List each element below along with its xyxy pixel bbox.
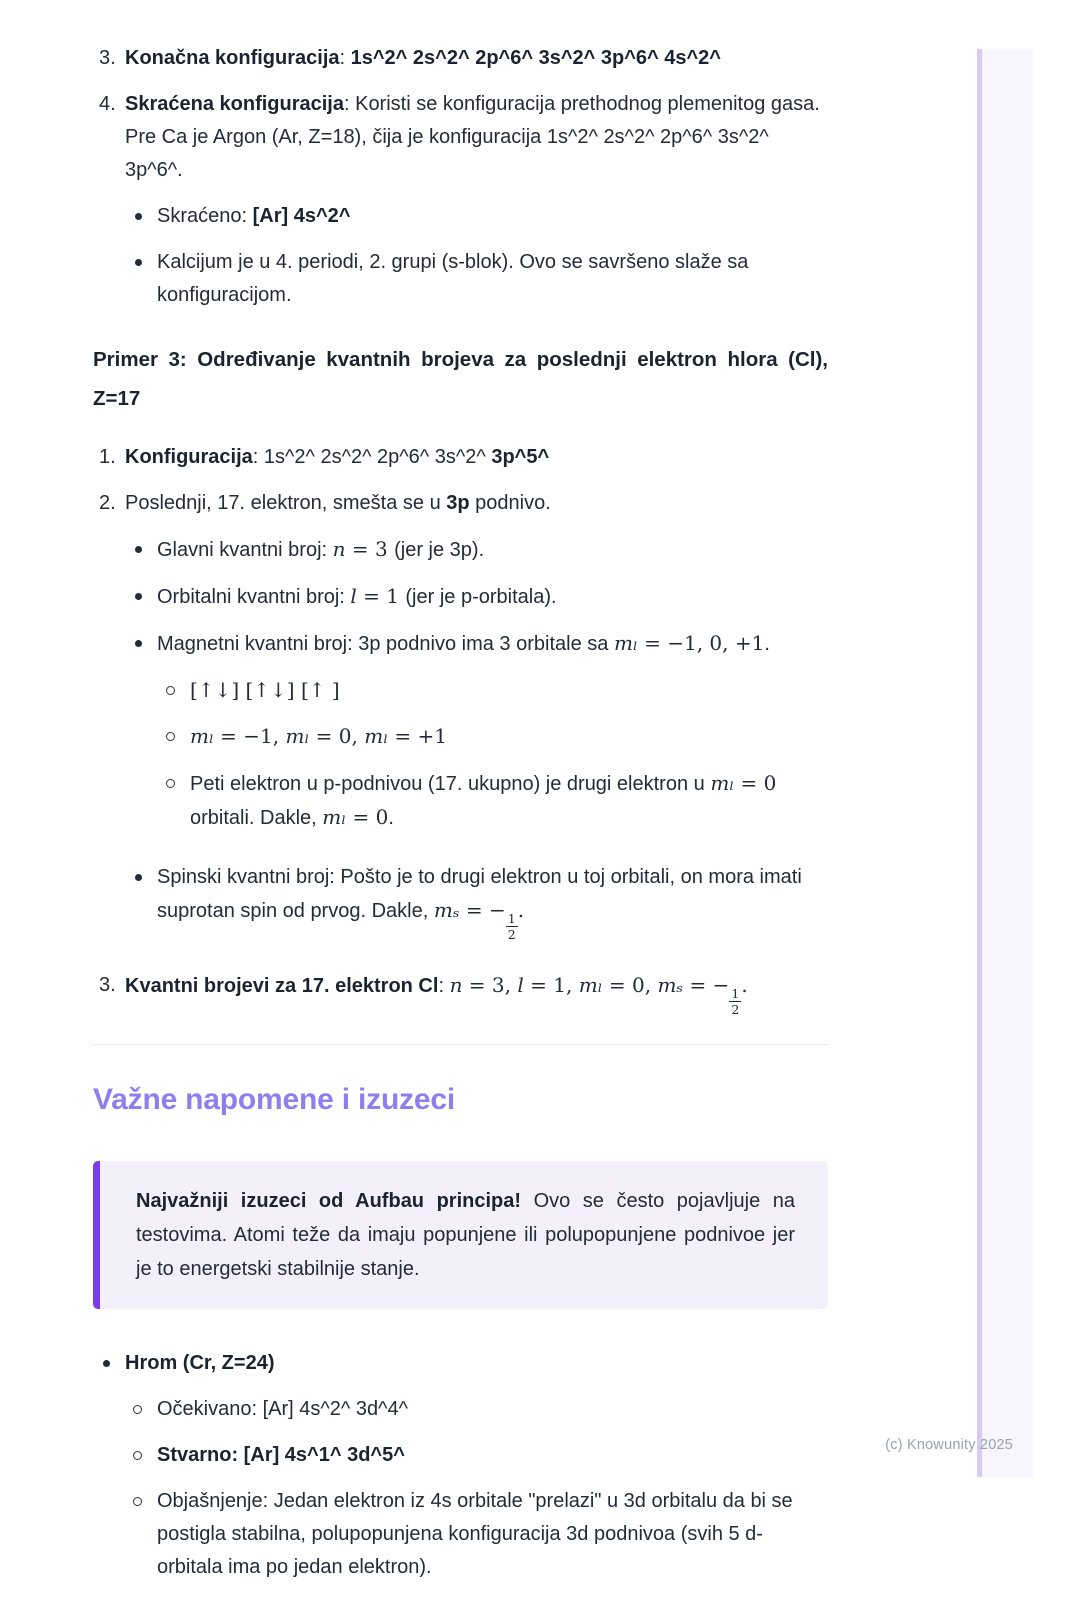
text-segment: : Koristi se konfiguracija prethodnog plemenitog gasa. Pre Ca je Argon (Ar, Z=18), čija je konfiguracija 1s^2^ 2s^2^ 2p^6^ 3s^2^ 3p^6^. [125, 93, 820, 181]
text-segment: podnivo. [469, 491, 551, 514]
list-item [125, 1393, 828, 1426]
bullet-circle-icon [166, 767, 190, 788]
list-item [93, 487, 828, 956]
sub-bullet-list [125, 533, 828, 943]
bold-term: Konfiguracija [125, 445, 253, 468]
callout-text: Ovo se često pojavljuje na testovima. Atomi teže da imaju popunjene ili polupopunjene podnivoe jer je to energetski stabilnije stanje. [136, 1189, 795, 1280]
config-steps-list [93, 42, 828, 325]
math-expression: = − [683, 972, 730, 997]
math-expression: . [741, 972, 748, 997]
fraction-numerator: 1 [507, 910, 516, 926]
list-number: 2. [99, 491, 116, 514]
bullet-dot-icon [135, 200, 157, 220]
math-variable: mₗ [364, 723, 389, 748]
list-item-text [125, 88, 828, 325]
list-item [125, 627, 828, 848]
math-expression: = 0, [309, 723, 365, 748]
text-segment: Glavni kvantni broj: [157, 538, 333, 561]
config-string: 3p^5^ [491, 445, 550, 468]
list-item-text [157, 1485, 828, 1584]
text-segment: Očekivano: [Ar] 4s^2^ 3d^4^ [157, 1397, 408, 1420]
quantum-steps-list [93, 441, 828, 1018]
list-item [93, 969, 828, 1018]
list-number: 4. [99, 93, 116, 115]
math-variable: mₗ [578, 972, 603, 997]
bullet-dot-icon [135, 533, 157, 553]
bold-term: Kvantni brojevi za 17. elektron Cl [125, 974, 439, 997]
list-number: 3. [99, 47, 116, 69]
bold-term: Stvarno: [Ar] 4s^1^ 3d^5^ [157, 1443, 405, 1466]
list-item [125, 533, 828, 567]
math-variable: mₗ [322, 804, 347, 829]
note-content [93, 0, 828, 1610]
text-segment: : [339, 47, 351, 69]
text-segment: orbitali. Dakle, [190, 806, 323, 829]
orbital-boxes: [↑↓] [↑↓] [↑ ] [190, 677, 340, 702]
copyright-text: (c) Knowunity 2025 [885, 1437, 1013, 1453]
math-expression: = 0, [602, 972, 658, 997]
list-item-text [157, 1439, 828, 1472]
text-segment: Poslednji, 17. elektron, smešta se u [125, 491, 447, 514]
math-expression: = +1 [388, 723, 448, 748]
orbital-detail-list [157, 674, 828, 835]
list-item-text [157, 627, 828, 848]
list-item [93, 88, 828, 325]
list-item [157, 720, 828, 754]
config-string: 1s^2^ 2s^2^ 2p^6^ 3s^2^ 3p^6^ 4s^2^ [350, 47, 721, 69]
bullet-circle-icon [166, 674, 190, 695]
bullet-dot-icon [135, 246, 157, 266]
math-expression: = 1, [523, 972, 579, 997]
fraction-numerator: 1 [731, 985, 740, 1001]
bold-term: Konačna konfiguracija [125, 47, 340, 69]
bullet-dot-icon [135, 861, 157, 881]
list-item [93, 441, 828, 474]
text-segment: . [764, 632, 770, 655]
math-expression: = 1 [356, 583, 406, 608]
math-expression: . [517, 897, 525, 922]
chromium-detail-list [125, 1393, 828, 1584]
fraction-denominator: 2 [507, 926, 516, 942]
list-item [157, 767, 828, 835]
list-item-text [125, 969, 828, 1018]
text-segment: : [438, 974, 450, 997]
math-variable: l [517, 972, 524, 997]
list-item-text [157, 533, 828, 567]
list-item [125, 246, 828, 312]
math-variable: mₗ [710, 770, 735, 795]
note-callout [93, 1161, 828, 1309]
bullet-dot-icon [135, 627, 157, 647]
list-item-text [157, 580, 828, 614]
list-item [93, 1347, 828, 1597]
bullet-circle-icon [166, 720, 190, 741]
list-item [125, 1485, 828, 1584]
next-page-edge [977, 49, 1033, 1477]
list-item-text [157, 246, 828, 312]
text-segment: : 1s^2^ 2s^2^ 2p^6^ 3s^2^ [252, 445, 492, 468]
text-segment: Peti elektron u p-podnivou (17. ukupno) je drugi elektron u [190, 772, 711, 795]
math-expression: = −1, 0, +1 [637, 630, 765, 655]
math-expression: = 0 [734, 770, 777, 795]
text-segment: (jer je p-orbitala). [405, 585, 557, 608]
list-item [125, 200, 828, 233]
section-heading: Važne napomene i izuzeci [93, 1083, 455, 1117]
list-item [125, 1439, 828, 1472]
math-variable: n [332, 536, 346, 561]
list-item-text [157, 1393, 828, 1426]
exceptions-list [93, 1347, 828, 1597]
bullet-dot-icon [135, 580, 157, 600]
text-segment: Objašnjenje: Jedan elektron iz 4s orbitale "prelazi" u 3d orbitalu da bi se postigla stabilna, polupopunjena konfiguracija 3d podnivoa (svih 5 d-orbitala ima po jedan elektron). [157, 1489, 793, 1578]
math-variable: mₛ [657, 972, 684, 997]
list-item-text [125, 487, 828, 956]
bullet-circle-icon [133, 1439, 157, 1460]
math-variable: mₛ [433, 897, 460, 922]
bold-term: Hrom (Cr, Z=24) [125, 1351, 275, 1374]
list-item-text [125, 441, 828, 474]
list-number: 3. [99, 973, 116, 996]
list-item [93, 42, 828, 75]
list-item [125, 580, 828, 614]
text-segment: Skraćeno: [157, 205, 253, 227]
sub-bullet-list [125, 200, 828, 312]
list-item [125, 861, 828, 943]
text-segment: Spinski kvantni broj: Pošto je to drugi elektron u toj orbitali, on mora imati suprotan spin od prvog. Dakle, [157, 865, 802, 922]
bullet-dot-icon [93, 1347, 125, 1367]
math-expression: = 0 [346, 804, 389, 829]
text-segment: . [388, 806, 394, 829]
math-fraction [729, 986, 741, 1017]
callout-bold-lead: Najvažniji izuzeci od Aufbau principa! [136, 1189, 522, 1212]
list-item-text [125, 1347, 828, 1597]
bullet-circle-icon [133, 1393, 157, 1414]
math-variable: mₗ [285, 723, 310, 748]
list-item-text [190, 720, 828, 754]
bold-term: 3p [446, 491, 470, 514]
list-item-text [125, 42, 828, 75]
text-segment: (jer je 3p). [394, 538, 485, 561]
list-item [157, 674, 828, 707]
math-variable: mₗ [190, 723, 214, 748]
bullet-circle-icon [133, 1485, 157, 1506]
text-segment: Magnetni kvantni broj: 3p podnivo ima 3 orbitale sa [157, 632, 614, 655]
list-item-text [157, 861, 828, 943]
text-segment: Kalcijum je u 4. periodi, 2. grupi (s-blok). Ovo se savršeno slaže sa konfiguracijom. [157, 251, 749, 306]
math-variable: n [449, 972, 463, 997]
math-variable: mₗ [613, 630, 638, 655]
math-expression: = 3, [462, 972, 518, 997]
math-expression: = 3 [345, 536, 395, 561]
math-expression: = −1, [213, 723, 286, 748]
math-expression: = − [459, 897, 506, 922]
bold-term: Skraćena konfiguracija [125, 93, 344, 115]
config-string: [Ar] 4s^2^ [252, 205, 351, 227]
section-divider [93, 1044, 828, 1046]
math-fraction [506, 911, 518, 942]
list-number: 1. [99, 445, 116, 468]
text-segment: Orbitalni kvantni broj: [157, 585, 351, 608]
fraction-denominator: 2 [731, 1001, 740, 1017]
list-item-text [157, 200, 828, 233]
example-heading: Primer 3: Određivanje kvantnih brojeva za poslednji elektron hlora (Cl), Z=17 [93, 348, 828, 410]
list-item-text [190, 767, 828, 835]
math-variable: l [350, 583, 357, 608]
